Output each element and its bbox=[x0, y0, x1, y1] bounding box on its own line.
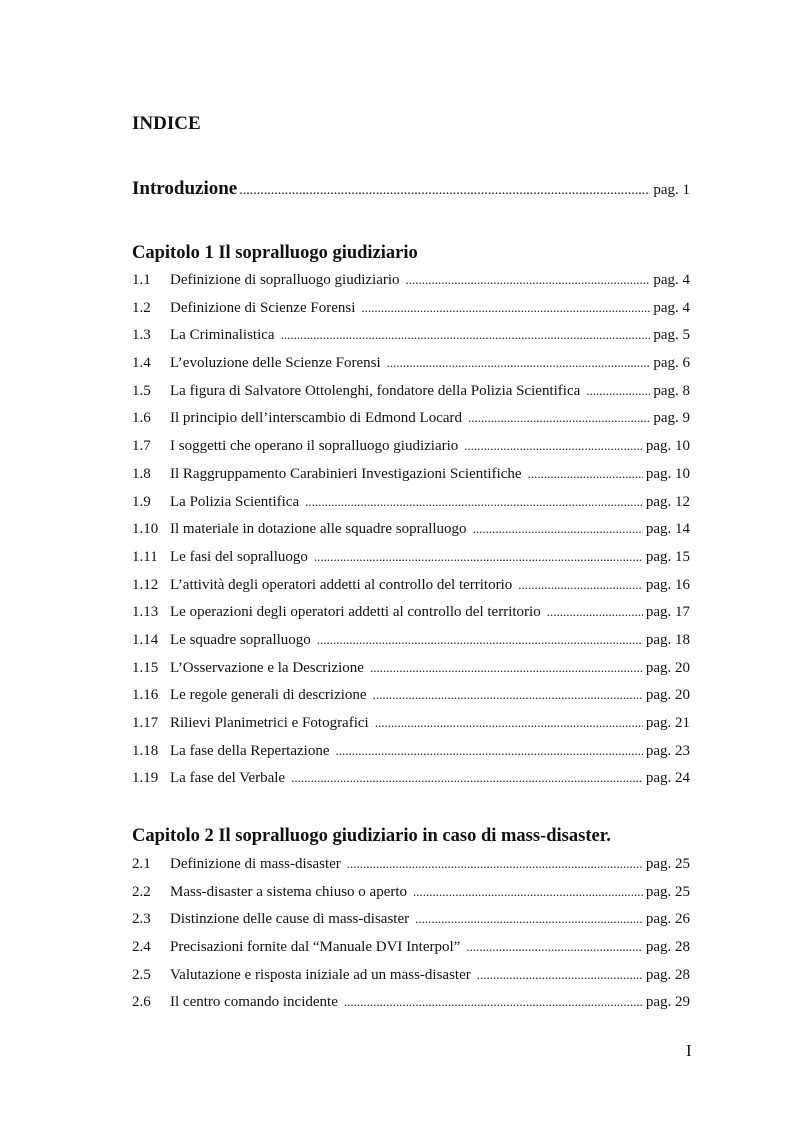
dot-leader bbox=[239, 183, 650, 199]
toc-entry[interactable] bbox=[132, 549, 690, 577]
toc-entry[interactable] bbox=[132, 994, 690, 1022]
toc-entry-label: Il principio dell’interscambio di Edmond Locard bbox=[170, 410, 463, 427]
toc-entry-label: L’Osservazione e la Descrizione bbox=[170, 659, 364, 676]
toc-entry-label: L’evoluzione delle Scienze Forensi bbox=[170, 355, 381, 372]
toc-entry-number: 1.12 bbox=[132, 576, 159, 593]
toc-entry[interactable] bbox=[132, 410, 690, 438]
toc-entry[interactable] bbox=[132, 884, 690, 912]
toc-entry-page: pag. 25 bbox=[645, 856, 690, 872]
toc-entry-label: La Polizia Scientifica bbox=[170, 493, 300, 510]
toc-entry-label: Rilievi Planimetrici e Fotografici bbox=[170, 715, 369, 731]
toc-entry-number: 1.18 bbox=[132, 742, 159, 759]
dot-leader bbox=[370, 660, 643, 676]
toc-entry-number: 1.1 bbox=[132, 272, 151, 288]
toc-entry-page: pag. 18 bbox=[645, 631, 690, 648]
dot-leader bbox=[518, 577, 643, 593]
dot-leader bbox=[473, 521, 643, 537]
dot-leader bbox=[406, 272, 651, 288]
toc-entry-page: pag. 17 bbox=[645, 604, 690, 621]
dot-leader bbox=[317, 632, 643, 648]
toc-entry[interactable] bbox=[132, 466, 690, 494]
toc-entry-introduzione[interactable] bbox=[132, 178, 690, 204]
dot-leader bbox=[413, 884, 643, 900]
toc-entry[interactable] bbox=[132, 967, 690, 995]
toc-entry-page: pag. 20 bbox=[645, 659, 690, 676]
toc-entry-page: pag. 9 bbox=[653, 410, 690, 427]
toc-entry-page: pag. 15 bbox=[645, 548, 690, 565]
toc-entry-number: 2.6 bbox=[132, 994, 151, 1011]
toc-entry-number: 1.13 bbox=[132, 604, 159, 621]
dot-leader bbox=[281, 327, 651, 343]
toc-entry-page: pag. 24 bbox=[645, 770, 690, 787]
toc-entry-page: pag. 21 bbox=[645, 715, 690, 731]
toc-entry-label: Le operazioni degli operatori addetti al controllo del territorio bbox=[170, 604, 541, 621]
toc-entry-label: Le squadre sopralluogo bbox=[170, 631, 311, 648]
dot-leader bbox=[347, 856, 643, 872]
toc-entry-page: pag. 28 bbox=[645, 939, 690, 956]
toc-entry-label: La fase della Repertazione bbox=[170, 742, 330, 759]
toc-entry[interactable] bbox=[132, 660, 690, 688]
toc-entry[interactable] bbox=[132, 383, 690, 411]
toc-entry[interactable] bbox=[132, 687, 690, 715]
toc-entry-page: pag. 25 bbox=[645, 883, 690, 900]
toc-entry[interactable] bbox=[132, 911, 690, 939]
toc-entry-page: pag. 6 bbox=[653, 355, 690, 372]
chapter-2-entries bbox=[132, 856, 690, 1022]
toc-entry-label: Le fasi del sopralluogo bbox=[170, 548, 308, 565]
dot-leader bbox=[586, 383, 650, 399]
toc-entry-label: Precisazioni fornite dal “Manuale DVI Interpol” bbox=[170, 939, 461, 956]
toc-entry-number: 2.3 bbox=[132, 911, 151, 928]
toc-entry-number: 1.19 bbox=[132, 770, 159, 787]
dot-leader bbox=[375, 715, 643, 731]
dot-leader bbox=[468, 410, 650, 426]
toc-entry-label: Mass-disaster a sistema chiuso o aperto bbox=[170, 883, 408, 900]
toc-entry[interactable] bbox=[132, 604, 690, 632]
toc-entry-label: Il Raggruppamento Carabinieri Investigazioni Scientifiche bbox=[170, 465, 522, 482]
toc-entry[interactable] bbox=[132, 272, 690, 300]
toc-entry-number: 1.16 bbox=[132, 687, 159, 704]
dot-leader bbox=[477, 967, 643, 983]
toc-entry-number: 2.4 bbox=[132, 939, 151, 956]
toc-entry-label: Valutazione e risposta iniziale ad un mass-disaster bbox=[170, 966, 471, 983]
toc-entry-number: 1.8 bbox=[132, 465, 151, 482]
toc-entry-page: pag. 10 bbox=[645, 465, 690, 482]
toc-entry-page: pag. 23 bbox=[645, 742, 690, 759]
toc-entry-label: Definizione di mass-disaster bbox=[170, 856, 341, 872]
dot-leader bbox=[291, 770, 643, 786]
dot-leader bbox=[528, 466, 643, 482]
toc-entry-page: pag. 10 bbox=[645, 438, 690, 455]
toc-entry-page: pag. 20 bbox=[645, 687, 690, 704]
toc-entry-page: pag. 4 bbox=[653, 299, 690, 316]
toc-entry[interactable] bbox=[132, 856, 690, 884]
toc-entry-number: 1.10 bbox=[132, 521, 159, 538]
toc-entry-label: Il materiale in dotazione alle squadre sopralluogo bbox=[170, 521, 467, 538]
dot-leader bbox=[344, 994, 643, 1010]
toc-entry-number: 1.9 bbox=[132, 493, 151, 510]
dot-leader bbox=[314, 549, 643, 565]
toc-entry-number: 1.6 bbox=[132, 410, 151, 427]
toc-entry-number: 2.1 bbox=[132, 856, 151, 872]
toc-entry[interactable] bbox=[132, 438, 690, 466]
toc-entry-number: 1.17 bbox=[132, 715, 159, 731]
toc-entry[interactable] bbox=[132, 300, 690, 328]
toc-entry[interactable] bbox=[132, 632, 690, 660]
dot-leader bbox=[387, 355, 651, 371]
toc-entry-page: pag. 28 bbox=[645, 966, 690, 983]
dot-leader bbox=[415, 911, 643, 927]
toc-entry[interactable] bbox=[132, 715, 690, 743]
toc-entry-number: 1.2 bbox=[132, 299, 151, 316]
toc-entry-label: L’attività degli operatori addetti al controllo del territorio bbox=[170, 576, 513, 593]
toc-entry-label: Definizione di Scienze Forensi bbox=[170, 299, 356, 316]
toc-entry-number: 2.2 bbox=[132, 883, 151, 900]
toc-entry[interactable] bbox=[132, 355, 690, 383]
toc-entry-label: Il centro comando incidente bbox=[170, 994, 338, 1011]
toc-entry[interactable] bbox=[132, 327, 690, 355]
toc-entry-page: pag. 16 bbox=[645, 576, 690, 593]
chapter-2-heading: Capitolo 2 Il sopralluogo giudiziario in caso di mass-disaster. bbox=[132, 826, 611, 846]
toc-entry-label: Distinzione delle cause di mass-disaster bbox=[170, 911, 410, 928]
toc-entry[interactable] bbox=[132, 577, 690, 605]
toc-entry-page: pag. 14 bbox=[645, 521, 690, 538]
toc-entry[interactable] bbox=[132, 743, 690, 771]
toc-entry-number: 1.7 bbox=[132, 438, 151, 455]
dot-leader bbox=[361, 300, 650, 316]
dot-leader bbox=[466, 939, 643, 955]
page-title: INDICE bbox=[132, 113, 201, 134]
toc-entry-page: pag. 1 bbox=[653, 182, 690, 198]
toc-entry-number: 1.3 bbox=[132, 327, 151, 344]
toc-entry[interactable] bbox=[132, 521, 690, 549]
toc-entry-number: 1.14 bbox=[132, 631, 159, 648]
toc-entry-page: pag. 5 bbox=[653, 327, 690, 344]
dot-leader bbox=[547, 604, 643, 620]
toc-entry-page: pag. 4 bbox=[653, 272, 690, 288]
toc-entry-label: Le regole generali di descrizione bbox=[170, 687, 367, 704]
toc-entry-number: 1.4 bbox=[132, 355, 151, 372]
toc-entry-number: 1.5 bbox=[132, 382, 151, 399]
dot-leader bbox=[464, 438, 643, 454]
toc-entry-label: I soggetti che operano il sopralluogo giudiziario bbox=[170, 438, 459, 455]
toc-entry[interactable] bbox=[132, 770, 690, 798]
dot-leader bbox=[336, 743, 643, 759]
toc-entry-number: 1.15 bbox=[132, 659, 159, 676]
toc-entry-page: pag. 26 bbox=[645, 911, 690, 928]
page-number: I bbox=[686, 1041, 692, 1060]
toc-entry-page: pag. 29 bbox=[645, 994, 690, 1011]
toc-entry-page: pag. 12 bbox=[645, 493, 690, 510]
toc-entry-number: 2.5 bbox=[132, 966, 151, 983]
toc-entry-number: 1.11 bbox=[132, 548, 158, 565]
dot-leader bbox=[373, 687, 643, 703]
toc-entry-label: La fase del Verbale bbox=[170, 770, 286, 787]
toc-entry-label: Introduzione bbox=[132, 178, 238, 199]
toc-entry[interactable] bbox=[132, 494, 690, 522]
toc-entry-label: Definizione di sopralluogo giudiziario bbox=[170, 272, 400, 288]
chapter-1-entries bbox=[132, 272, 690, 798]
chapter-1-heading: Capitolo 1 Il sopralluogo giudiziario bbox=[132, 243, 418, 263]
toc-entry-page: pag. 8 bbox=[653, 382, 690, 399]
dot-leader bbox=[305, 494, 643, 510]
toc-entry-label: La figura di Salvatore Ottolenghi, fondatore della Polizia Scientifica bbox=[170, 382, 581, 399]
toc-entry[interactable] bbox=[132, 939, 690, 967]
toc-entry-label: La Criminalistica bbox=[170, 327, 275, 344]
